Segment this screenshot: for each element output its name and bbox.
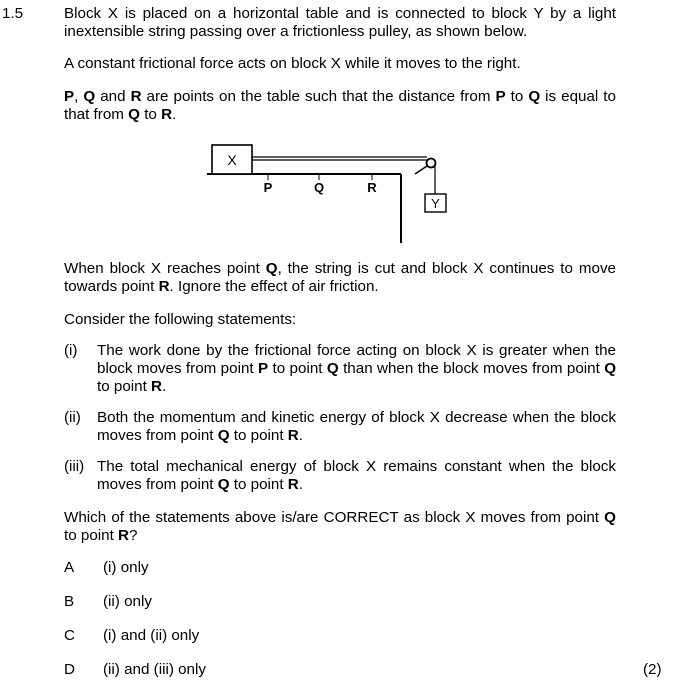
option-a-letter: A — [64, 559, 75, 576]
option-b-letter: B — [64, 593, 75, 610]
block-y-label: Y — [431, 196, 440, 211]
statement-3-text: The total mechanical energy of block X remains constant when the block moves from point Q to point R. — [97, 458, 616, 493]
statement-1-text: The work done by the frictional force acting on block X is greater when the block moves from point P to point Q than when the block moves from point Q to point R. — [97, 342, 617, 395]
marks: (2) — [643, 661, 662, 678]
option-c-letter: C — [64, 627, 75, 644]
option-d-text[interactable]: (ii) and (iii) only — [103, 661, 206, 678]
option-b-text[interactable]: (ii) only — [103, 593, 152, 610]
statement-1-number: (i) — [64, 342, 78, 359]
statement-2-number: (ii) — [64, 409, 81, 426]
option-a-text[interactable]: (i) only — [103, 559, 149, 576]
block-x-label: X — [227, 152, 237, 168]
pulley-bracket — [415, 166, 427, 174]
option-c-text[interactable]: (i) and (ii) only — [103, 627, 200, 644]
consider-text: Consider the following statements: — [64, 311, 297, 328]
question-text: Which of the statements above is/are CORRECT as block X moves from point Q to point R? — [64, 509, 616, 544]
intro-paragraph-3: P, Q and R are points on the table such that the distance from P to Q is equal to that from Q to R. — [64, 88, 616, 123]
statement-2-text: Both the momentum and kinetic energy of block X decrease when the block moves from point Q to point R. — [97, 409, 616, 444]
label-q: Q — [313, 180, 325, 195]
label-p: P — [263, 180, 273, 195]
intro-paragraph-1: Block X is placed on a horizontal table and is connected to block Y by a light inextensible string passing over a frictionless pulley, as shown below. — [64, 5, 616, 40]
pulley — [427, 159, 436, 168]
statement-3-number: (iii) — [64, 458, 85, 475]
intro-paragraph-2: A constant frictional force acts on block X while it moves to the right. — [64, 55, 521, 72]
option-d-letter: D — [64, 661, 75, 678]
label-r: R — [367, 180, 377, 195]
scenario-paragraph: When block X reaches point Q, the string is cut and block X continues to move towards point R. Ignore the effect of air friction. — [64, 260, 617, 295]
question-number: 1.5 — [2, 5, 24, 22]
